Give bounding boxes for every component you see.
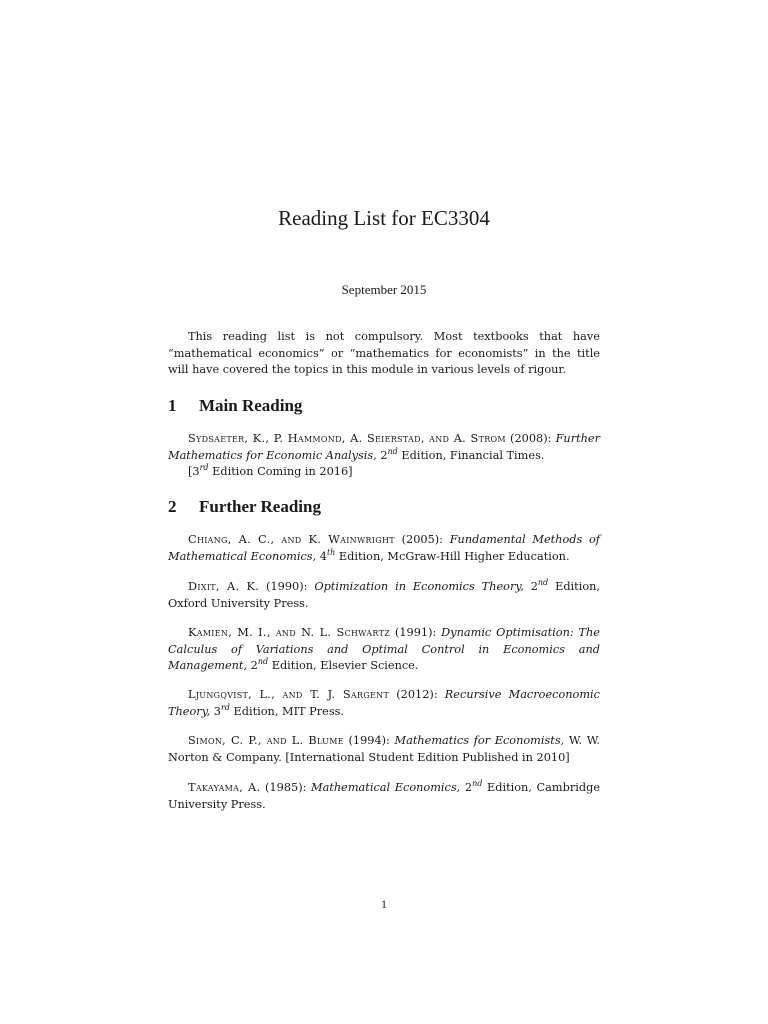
- reference-title: Fundamental Methods of Mathematical Economics,: [168, 533, 600, 563]
- reference-year: (2005):: [394, 533, 450, 546]
- reference-publisher: Edition, McGraw-Hill Higher Education.: [335, 549, 570, 563]
- reference-authors: Takayama, A.: [188, 781, 261, 794]
- reference-year: (1990):: [259, 580, 315, 593]
- reference-year: (1994):: [343, 734, 395, 747]
- reference-authors: Kamien, M. I., and N. L. Schwartz: [188, 626, 391, 639]
- edition-suffix: rd: [220, 702, 230, 712]
- edition-suffix: nd: [257, 657, 269, 667]
- note-suffix: rd: [199, 463, 209, 473]
- reference-year: (1985):: [260, 781, 312, 794]
- note-text: [3: [188, 465, 200, 478]
- reference-note: [168, 464, 600, 481]
- reference-authors: Sydsaeter, K., P. Hammond, A. Seierstad, and A. Strom: [188, 432, 506, 445]
- note-rest: Edition Coming in 2016]: [208, 465, 353, 478]
- reference-simon: [168, 733, 600, 766]
- reference-ljungqvist: [168, 687, 600, 720]
- reference-authors: Simon, C. P., and L. Blume: [188, 734, 344, 747]
- reference-edition: 4: [316, 549, 327, 563]
- reference-dixit: [168, 579, 600, 612]
- reference-publisher: Edition, Cambridge University Press.: [168, 781, 601, 811]
- reference-authors: Dixit, A. K.: [188, 580, 260, 593]
- reference-publisher: W. W. Norton & Company. [International Student Edition Published in 2010]: [168, 734, 600, 764]
- reference-title: Further Mathematics for Economic Analysis,: [168, 432, 600, 462]
- section-number: 1: [168, 396, 177, 415]
- reference-edition: 2: [460, 781, 473, 794]
- reference-edition: 3: [210, 704, 221, 718]
- reference-edition: 2: [376, 448, 388, 462]
- reference-title: Recursive Macroeconomic Theory,: [168, 688, 600, 718]
- reference-edition: 2: [523, 580, 538, 593]
- section-number: 2: [168, 497, 177, 516]
- reference-year: (2012):: [389, 688, 445, 701]
- reference-title: Dynamic Optimisation: The Calculus of Variations and Optimal Control in Economics and Management,: [168, 626, 600, 672]
- page-number: 1: [381, 897, 387, 911]
- reference-publisher: Edition, Oxford University Press.: [168, 580, 600, 610]
- reference-year: (2008):: [505, 432, 556, 445]
- intro-paragraph: This reading list is not compulsory. Most textbooks that have “mathematical economics” or “mathematics for economists” in the title will have covered the topics in this module in various levels of rigour.: [168, 330, 600, 376]
- section-title: Main Reading: [199, 396, 303, 415]
- reference-year: (1991):: [390, 626, 442, 639]
- section-title: Further Reading: [199, 497, 321, 516]
- document-date: September 2015: [341, 282, 427, 297]
- reference-authors: Ljungqvist, L., and T. J. Sargent: [188, 688, 390, 701]
- document-title: Reading List for EC3304: [278, 206, 490, 230]
- edition-suffix: th: [326, 547, 336, 557]
- reference-title: Optimization in Economics Theory,: [314, 580, 524, 593]
- reference-edition: 2: [247, 659, 258, 672]
- reference-publisher: Edition, Elsevier Science.: [268, 659, 419, 672]
- reference-takayama: [168, 780, 600, 813]
- edition-suffix: nd: [537, 578, 549, 588]
- section-heading-further-reading: [168, 497, 600, 517]
- reference-sydsaeter: [168, 431, 600, 481]
- edition-suffix: nd: [472, 779, 483, 789]
- reference-publisher: Edition, Financial Times.: [397, 448, 545, 462]
- section-heading-main-reading: [168, 396, 600, 416]
- reference-chiang: [168, 532, 600, 565]
- reference-title: Mathematics for Economists,: [394, 734, 565, 747]
- reference-kamien: [168, 625, 600, 675]
- edition-suffix: nd: [387, 446, 398, 456]
- reference-title: Mathematical Economics,: [311, 781, 461, 794]
- reference-publisher: Edition, MIT Press.: [229, 704, 345, 718]
- reference-authors: Chiang, A. C., and K. Wainwright: [188, 533, 395, 546]
